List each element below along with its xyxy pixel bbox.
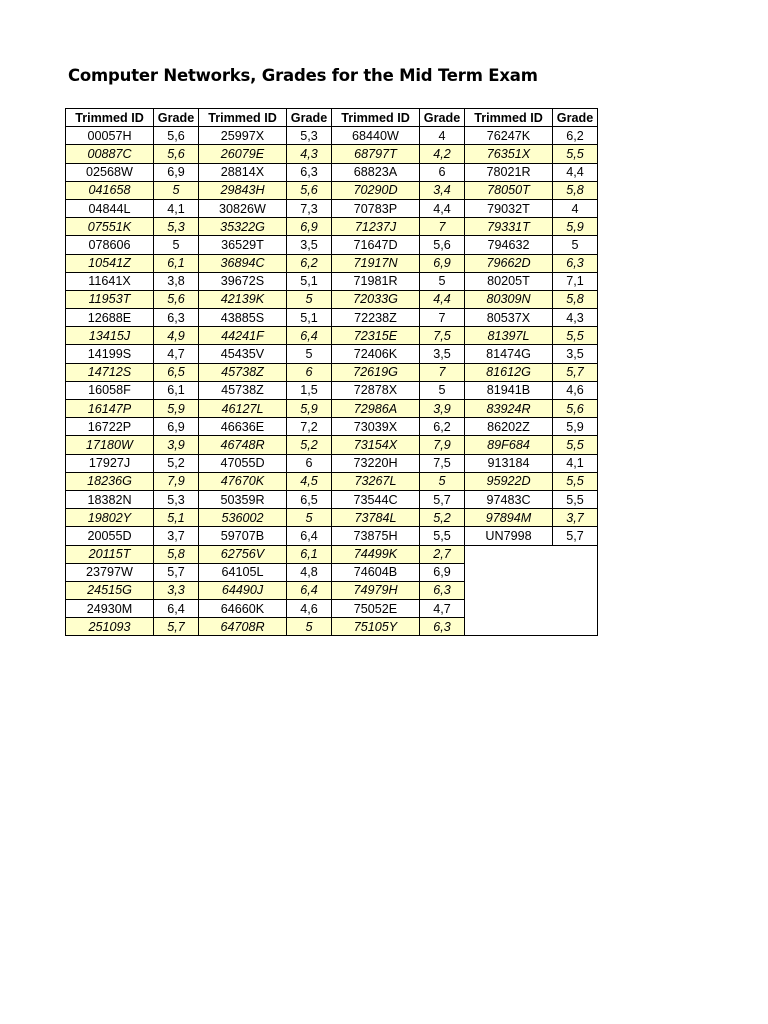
- header-grade: Grade: [154, 109, 199, 127]
- table-row: [66, 454, 598, 472]
- grade-cell: 4: [420, 127, 465, 145]
- grade-cell: 5,5: [553, 327, 598, 345]
- trimmed-id-cell: 81474G: [465, 345, 553, 363]
- table-row: [66, 327, 598, 345]
- empty-cell: [553, 618, 598, 636]
- trimmed-id-cell: 02568W: [66, 163, 154, 181]
- empty-cell: [553, 600, 598, 618]
- trimmed-id-cell: 95922D: [465, 472, 553, 490]
- trimmed-id-cell: 18382N: [66, 490, 154, 508]
- grade-cell: 5: [287, 509, 332, 527]
- grade-cell: 6,3: [420, 581, 465, 599]
- table-row: [66, 181, 598, 199]
- grade-cell: 7,1: [553, 272, 598, 290]
- trimmed-id-cell: 913184: [465, 454, 553, 472]
- table-row: [66, 236, 598, 254]
- grade-cell: 5,3: [287, 127, 332, 145]
- table-row: [66, 545, 598, 563]
- trimmed-id-cell: 72986A: [332, 400, 420, 418]
- trimmed-id-cell: 71917N: [332, 254, 420, 272]
- trimmed-id-cell: 16722P: [66, 418, 154, 436]
- grade-cell: 3,8: [154, 272, 199, 290]
- trimmed-id-cell: 50359R: [199, 490, 287, 508]
- trimmed-id-cell: 80205T: [465, 272, 553, 290]
- grade-cell: 3,9: [154, 436, 199, 454]
- table-row: [66, 127, 598, 145]
- empty-cell: [465, 618, 553, 636]
- trimmed-id-cell: 81612G: [465, 363, 553, 381]
- trimmed-id-cell: 46748R: [199, 436, 287, 454]
- grade-cell: 6,4: [154, 600, 199, 618]
- grade-cell: 5,2: [287, 436, 332, 454]
- grade-cell: 5,7: [553, 527, 598, 545]
- grade-cell: 4,7: [420, 600, 465, 618]
- trimmed-id-cell: 72619G: [332, 363, 420, 381]
- trimmed-id-cell: 07551K: [66, 218, 154, 236]
- table-row: [66, 563, 598, 581]
- trimmed-id-cell: UN7998: [465, 527, 553, 545]
- grade-cell: 6,9: [154, 418, 199, 436]
- grade-cell: 7: [420, 309, 465, 327]
- trimmed-id-cell: 47055D: [199, 454, 287, 472]
- grade-cell: 5,5: [553, 436, 598, 454]
- grade-cell: 5,2: [154, 454, 199, 472]
- trimmed-id-cell: 46636E: [199, 418, 287, 436]
- grade-cell: 5,5: [553, 472, 598, 490]
- page-title: Computer Networks, Grades for the Mid Term Exam: [68, 66, 538, 85]
- grade-cell: 5,9: [553, 418, 598, 436]
- grade-cell: 5,7: [154, 618, 199, 636]
- empty-cell: [553, 545, 598, 563]
- trimmed-id-cell: 73039X: [332, 418, 420, 436]
- trimmed-id-cell: 30826W: [199, 199, 287, 217]
- grade-cell: 4,9: [154, 327, 199, 345]
- grade-cell: 6,9: [154, 163, 199, 181]
- trimmed-id-cell: 00887C: [66, 145, 154, 163]
- grade-cell: 5,9: [154, 400, 199, 418]
- trimmed-id-cell: 86202Z: [465, 418, 553, 436]
- grade-cell: 5,6: [420, 236, 465, 254]
- trimmed-id-cell: 68823A: [332, 163, 420, 181]
- trimmed-id-cell: 42139K: [199, 290, 287, 308]
- trimmed-id-cell: 68440W: [332, 127, 420, 145]
- table-row: [66, 145, 598, 163]
- grade-cell: 3,5: [420, 345, 465, 363]
- trimmed-id-cell: 83924R: [465, 400, 553, 418]
- grade-cell: 5,6: [154, 127, 199, 145]
- grade-cell: 3,5: [553, 345, 598, 363]
- grade-cell: 4,4: [553, 163, 598, 181]
- trimmed-id-cell: 75052E: [332, 600, 420, 618]
- trimmed-id-cell: 04844L: [66, 199, 154, 217]
- grade-cell: 5: [287, 290, 332, 308]
- grade-cell: 5,2: [420, 509, 465, 527]
- grade-cell: 5: [553, 236, 598, 254]
- header-trimmed-id: Trimmed ID: [199, 109, 287, 127]
- table-row: [66, 363, 598, 381]
- table-row: [66, 254, 598, 272]
- grade-cell: 5: [154, 236, 199, 254]
- grade-cell: 5,7: [420, 490, 465, 508]
- trimmed-id-cell: 28814X: [199, 163, 287, 181]
- trimmed-id-cell: 97894M: [465, 509, 553, 527]
- trimmed-id-cell: 72878X: [332, 381, 420, 399]
- trimmed-id-cell: 20115T: [66, 545, 154, 563]
- trimmed-id-cell: 68797T: [332, 145, 420, 163]
- grade-cell: 4,1: [154, 199, 199, 217]
- grade-cell: 4,3: [553, 309, 598, 327]
- table-row: [66, 490, 598, 508]
- table-row: [66, 309, 598, 327]
- trimmed-id-cell: 81941B: [465, 381, 553, 399]
- header-row: [66, 109, 598, 127]
- grade-cell: 5,8: [154, 545, 199, 563]
- grade-cell: 6,1: [154, 381, 199, 399]
- table-row: [66, 400, 598, 418]
- header-grade: Grade: [420, 109, 465, 127]
- grade-cell: 5,9: [287, 400, 332, 418]
- trimmed-id-cell: 79662D: [465, 254, 553, 272]
- trimmed-id-cell: 73544C: [332, 490, 420, 508]
- trimmed-id-cell: 45738Z: [199, 381, 287, 399]
- grade-cell: 5,8: [553, 181, 598, 199]
- grade-cell: 4,7: [154, 345, 199, 363]
- grade-cell: 4,5: [287, 472, 332, 490]
- table-row: [66, 618, 598, 636]
- grade-cell: 6,3: [154, 309, 199, 327]
- grade-cell: 5,6: [553, 400, 598, 418]
- grade-cell: 7,9: [420, 436, 465, 454]
- trimmed-id-cell: 59707B: [199, 527, 287, 545]
- trimmed-id-cell: 13415J: [66, 327, 154, 345]
- trimmed-id-cell: 64708R: [199, 618, 287, 636]
- header-grade: Grade: [553, 109, 598, 127]
- trimmed-id-cell: 72238Z: [332, 309, 420, 327]
- trimmed-id-cell: 29843H: [199, 181, 287, 199]
- grade-cell: 5,6: [287, 181, 332, 199]
- trimmed-id-cell: 74979H: [332, 581, 420, 599]
- table-row: [66, 218, 598, 236]
- table-row: [66, 290, 598, 308]
- grade-cell: 6: [287, 363, 332, 381]
- trimmed-id-cell: 536002: [199, 509, 287, 527]
- table-row: [66, 199, 598, 217]
- trimmed-id-cell: 73875H: [332, 527, 420, 545]
- trimmed-id-cell: 23797W: [66, 563, 154, 581]
- empty-cell: [465, 545, 553, 563]
- grade-cell: 5: [154, 181, 199, 199]
- trimmed-id-cell: 73154X: [332, 436, 420, 454]
- table-row: [66, 381, 598, 399]
- grade-cell: 5: [420, 381, 465, 399]
- grade-cell: 5: [420, 472, 465, 490]
- grade-cell: 3,9: [420, 400, 465, 418]
- trimmed-id-cell: 43885S: [199, 309, 287, 327]
- table-row: [66, 345, 598, 363]
- grade-cell: 5,1: [287, 309, 332, 327]
- trimmed-id-cell: 79032T: [465, 199, 553, 217]
- trimmed-id-cell: 78021R: [465, 163, 553, 181]
- grades-sheet: [65, 108, 598, 636]
- grade-cell: 6,4: [287, 581, 332, 599]
- table-row: [66, 581, 598, 599]
- grade-cell: 5,5: [553, 490, 598, 508]
- trimmed-id-cell: 14712S: [66, 363, 154, 381]
- grade-cell: 5,9: [553, 218, 598, 236]
- grade-cell: 7,2: [287, 418, 332, 436]
- grade-cell: 5,8: [553, 290, 598, 308]
- grade-cell: 6,3: [420, 618, 465, 636]
- grade-cell: 7: [420, 218, 465, 236]
- grade-cell: 5,6: [154, 290, 199, 308]
- trimmed-id-cell: 89F684: [465, 436, 553, 454]
- table-row: [66, 600, 598, 618]
- grade-cell: 6,9: [420, 563, 465, 581]
- grade-cell: 5,3: [154, 490, 199, 508]
- grade-cell: 3,7: [553, 509, 598, 527]
- trimmed-id-cell: 97483C: [465, 490, 553, 508]
- trimmed-id-cell: 64490J: [199, 581, 287, 599]
- trimmed-id-cell: 76247K: [465, 127, 553, 145]
- grade-cell: 6,3: [287, 163, 332, 181]
- trimmed-id-cell: 70783P: [332, 199, 420, 217]
- trimmed-id-cell: 79331T: [465, 218, 553, 236]
- grade-cell: 3,3: [154, 581, 199, 599]
- grade-cell: 3,7: [154, 527, 199, 545]
- trimmed-id-cell: 47670K: [199, 472, 287, 490]
- trimmed-id-cell: 73220H: [332, 454, 420, 472]
- grade-cell: 5: [420, 272, 465, 290]
- grade-cell: 6,1: [287, 545, 332, 563]
- grade-cell: 3,5: [287, 236, 332, 254]
- grade-cell: 6,4: [287, 327, 332, 345]
- grade-cell: 4,4: [420, 199, 465, 217]
- trimmed-id-cell: 794632: [465, 236, 553, 254]
- trimmed-id-cell: 251093: [66, 618, 154, 636]
- trimmed-id-cell: 11953T: [66, 290, 154, 308]
- table-row: [66, 418, 598, 436]
- grade-cell: 5,5: [420, 527, 465, 545]
- empty-cell: [465, 600, 553, 618]
- empty-cell: [465, 563, 553, 581]
- grade-cell: 7,5: [420, 454, 465, 472]
- trimmed-id-cell: 80309N: [465, 290, 553, 308]
- header-trimmed-id: Trimmed ID: [465, 109, 553, 127]
- trimmed-id-cell: 75105Y: [332, 618, 420, 636]
- grade-cell: 7,9: [154, 472, 199, 490]
- trimmed-id-cell: 72033G: [332, 290, 420, 308]
- trimmed-id-cell: 17180W: [66, 436, 154, 454]
- grade-cell: 4,2: [420, 145, 465, 163]
- grade-cell: 5,5: [553, 145, 598, 163]
- trimmed-id-cell: 24930M: [66, 600, 154, 618]
- trimmed-id-cell: 71237J: [332, 218, 420, 236]
- trimmed-id-cell: 078606: [66, 236, 154, 254]
- empty-cell: [553, 563, 598, 581]
- trimmed-id-cell: 64660K: [199, 600, 287, 618]
- trimmed-id-cell: 78050T: [465, 181, 553, 199]
- grade-cell: 4,6: [553, 381, 598, 399]
- header-trimmed-id: Trimmed ID: [66, 109, 154, 127]
- trimmed-id-cell: 36894C: [199, 254, 287, 272]
- grade-cell: 4,6: [287, 600, 332, 618]
- trimmed-id-cell: 74499K: [332, 545, 420, 563]
- trimmed-id-cell: 19802Y: [66, 509, 154, 527]
- table-row: [66, 527, 598, 545]
- trimmed-id-cell: 16058F: [66, 381, 154, 399]
- trimmed-id-cell: 81397L: [465, 327, 553, 345]
- grade-cell: 5: [287, 345, 332, 363]
- table-row: [66, 436, 598, 454]
- trimmed-id-cell: 25997X: [199, 127, 287, 145]
- trimmed-id-cell: 71647D: [332, 236, 420, 254]
- trimmed-id-cell: 80537X: [465, 309, 553, 327]
- grade-cell: 4,1: [553, 454, 598, 472]
- table-row: [66, 163, 598, 181]
- grade-cell: 5,1: [287, 272, 332, 290]
- table-row: [66, 472, 598, 490]
- trimmed-id-cell: 17927J: [66, 454, 154, 472]
- grade-cell: 6,9: [420, 254, 465, 272]
- trimmed-id-cell: 39672S: [199, 272, 287, 290]
- trimmed-id-cell: 74604B: [332, 563, 420, 581]
- trimmed-id-cell: 45738Z: [199, 363, 287, 381]
- grade-cell: 5,6: [154, 145, 199, 163]
- trimmed-id-cell: 76351X: [465, 145, 553, 163]
- trimmed-id-cell: 10541Z: [66, 254, 154, 272]
- grade-cell: 6,2: [287, 254, 332, 272]
- grade-cell: 6,2: [420, 418, 465, 436]
- grade-cell: 4,3: [287, 145, 332, 163]
- trimmed-id-cell: 11641X: [66, 272, 154, 290]
- grade-cell: 1,5: [287, 381, 332, 399]
- grade-cell: 5: [287, 618, 332, 636]
- grade-cell: 5,3: [154, 218, 199, 236]
- grade-cell: 4,4: [420, 290, 465, 308]
- grade-cell: 6,9: [287, 218, 332, 236]
- trimmed-id-cell: 041658: [66, 181, 154, 199]
- trimmed-id-cell: 45435V: [199, 345, 287, 363]
- grade-cell: 2,7: [420, 545, 465, 563]
- trimmed-id-cell: 64105L: [199, 563, 287, 581]
- grade-cell: 7: [420, 363, 465, 381]
- trimmed-id-cell: 18236G: [66, 472, 154, 490]
- trimmed-id-cell: 72315E: [332, 327, 420, 345]
- trimmed-id-cell: 72406K: [332, 345, 420, 363]
- grade-cell: 6,5: [287, 490, 332, 508]
- trimmed-id-cell: 20055D: [66, 527, 154, 545]
- trimmed-id-cell: 16147P: [66, 400, 154, 418]
- trimmed-id-cell: 46127L: [199, 400, 287, 418]
- grade-cell: 6,2: [553, 127, 598, 145]
- trimmed-id-cell: 35322G: [199, 218, 287, 236]
- grade-cell: 6: [420, 163, 465, 181]
- trimmed-id-cell: 26079E: [199, 145, 287, 163]
- grade-cell: 4,8: [287, 563, 332, 581]
- grades-table: [65, 108, 598, 636]
- grade-cell: 7,3: [287, 199, 332, 217]
- grade-cell: 3,4: [420, 181, 465, 199]
- grade-cell: 4: [553, 199, 598, 217]
- trimmed-id-cell: 00057H: [66, 127, 154, 145]
- trimmed-id-cell: 73267L: [332, 472, 420, 490]
- grade-cell: 6,1: [154, 254, 199, 272]
- trimmed-id-cell: 62756V: [199, 545, 287, 563]
- trimmed-id-cell: 12688E: [66, 309, 154, 327]
- trimmed-id-cell: 14199S: [66, 345, 154, 363]
- table-row: [66, 509, 598, 527]
- grade-cell: 5,7: [553, 363, 598, 381]
- grade-cell: 5,1: [154, 509, 199, 527]
- grades-body: [66, 127, 598, 636]
- grade-cell: 7,5: [420, 327, 465, 345]
- header-grade: Grade: [287, 109, 332, 127]
- header-trimmed-id: Trimmed ID: [332, 109, 420, 127]
- empty-cell: [553, 581, 598, 599]
- grade-cell: 6,3: [553, 254, 598, 272]
- grade-cell: 6,4: [287, 527, 332, 545]
- grade-cell: 5,7: [154, 563, 199, 581]
- trimmed-id-cell: 73784L: [332, 509, 420, 527]
- trimmed-id-cell: 44241F: [199, 327, 287, 345]
- trimmed-id-cell: 70290D: [332, 181, 420, 199]
- grade-cell: 6: [287, 454, 332, 472]
- trimmed-id-cell: 71981R: [332, 272, 420, 290]
- trimmed-id-cell: 36529T: [199, 236, 287, 254]
- trimmed-id-cell: 24515G: [66, 581, 154, 599]
- grade-cell: 6,5: [154, 363, 199, 381]
- empty-cell: [465, 581, 553, 599]
- table-row: [66, 272, 598, 290]
